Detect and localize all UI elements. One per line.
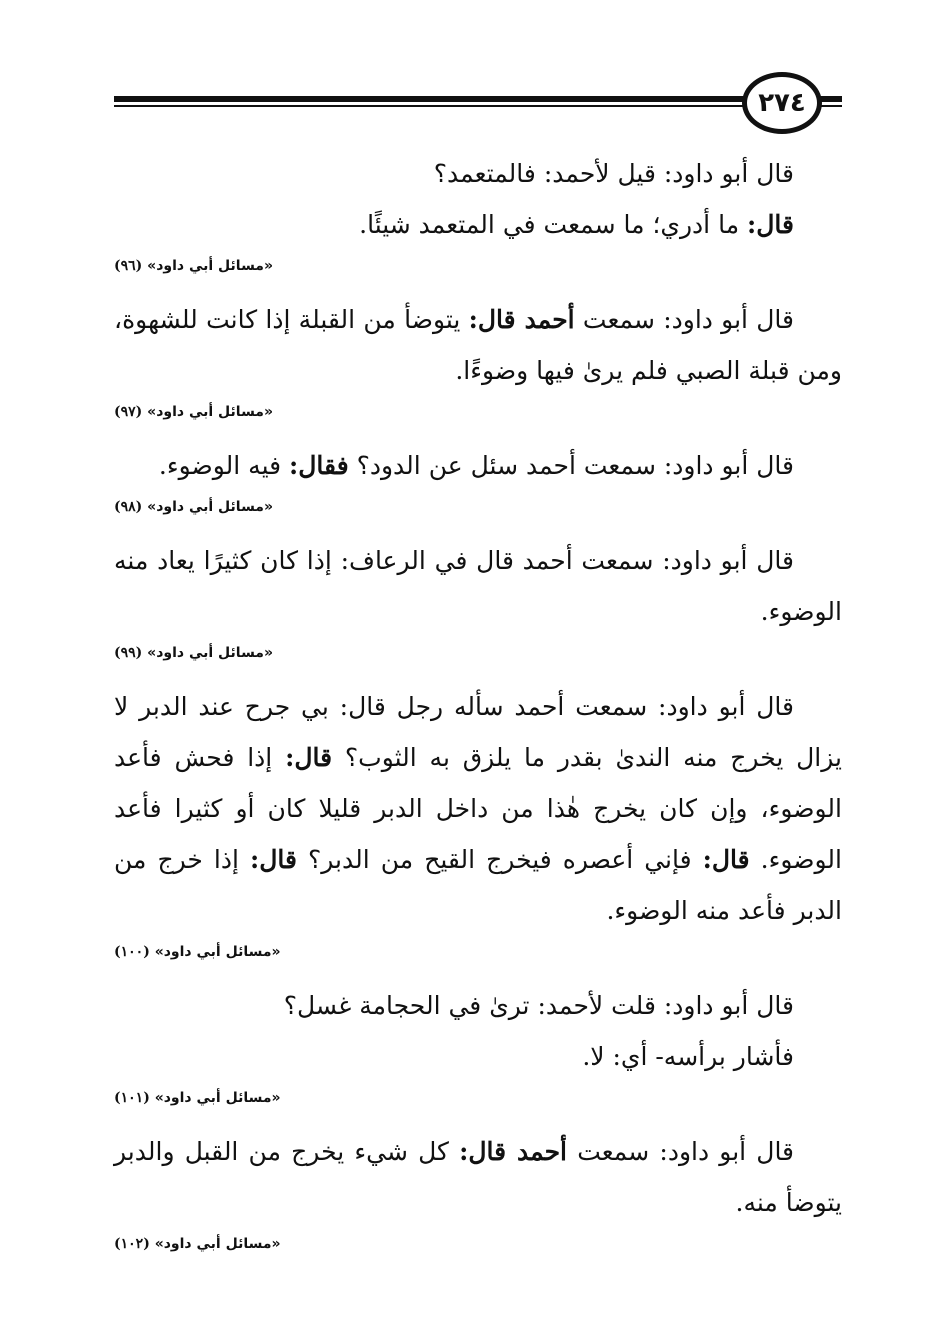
text-segment: قال أبو داود: قيل لأحمد: فالمتعمد؟ bbox=[433, 159, 794, 188]
reference-98 bbox=[114, 499, 842, 515]
text-segment: يتوضأ من القبلة إذا كانت للشهوة، ومن قبلة الصبي فلم يرىٰ فيها وضوءًا. bbox=[114, 305, 842, 385]
reference-number: (١٠٢) bbox=[114, 1236, 150, 1252]
text-segment: قال أبو داود: سمعت أحمد قال في الرعاف: إذا كان كثيرًا يعاد منه الوضوء. bbox=[114, 546, 842, 626]
text-segment: قال أبو داود: سمعت أحمد سئل عن الدود؟ bbox=[348, 451, 794, 480]
speaker-label: قال: bbox=[747, 210, 794, 239]
speaker-label: أحمد قال: bbox=[468, 305, 575, 334]
entry-100-text bbox=[114, 681, 842, 936]
text-segment: قال أبو داود: قلت لأحمد: ترىٰ في الحجامة غسل؟ bbox=[283, 991, 794, 1020]
text-segment: قال أبو داود: سمعت bbox=[567, 1137, 795, 1166]
speaker-label: قال: bbox=[249, 845, 297, 874]
entry-99-text bbox=[114, 535, 842, 637]
text-segment: فإني أعصره فيخرج القيح من الدبر؟ bbox=[296, 845, 703, 874]
reference-100 bbox=[114, 944, 842, 960]
text-segment: فيه الوضوء. bbox=[158, 451, 290, 480]
speaker-label: فقال: bbox=[289, 451, 349, 480]
reference-label: «مسائل أبي داود» bbox=[147, 645, 274, 661]
text-segment: ما أدري؛ ما سمعت في المتعمد شيئًا. bbox=[359, 210, 748, 239]
header-rule-thick bbox=[114, 96, 754, 102]
text-segment: إذا خرج من الدبر فأعد منه الوضوء. bbox=[114, 845, 842, 925]
page-header bbox=[114, 72, 842, 132]
speaker-label: قال: bbox=[285, 743, 333, 772]
entry-102-text bbox=[114, 1126, 842, 1228]
reference-label: «مسائل أبي داود» bbox=[147, 404, 274, 420]
reference-101 bbox=[114, 1090, 842, 1106]
entry-96-line-2 bbox=[114, 199, 842, 250]
reference-label: «مسائل أبي داود» bbox=[147, 258, 274, 274]
text-segment: قال أبو داود: سمعت bbox=[574, 305, 795, 334]
reference-96 bbox=[114, 258, 842, 274]
reference-number: (٩٩) bbox=[114, 645, 143, 661]
text-segment: فأشار برأسه- أي: لا. bbox=[582, 1042, 794, 1071]
entry-101-line-2 bbox=[114, 1031, 842, 1082]
entry-97-text bbox=[114, 294, 842, 396]
page-number: ٢٧٤ bbox=[742, 72, 822, 134]
page-content bbox=[114, 148, 842, 1272]
entry-96-line-1 bbox=[114, 148, 842, 199]
entry-101-line-1 bbox=[114, 980, 842, 1031]
reference-number: (٩٧) bbox=[114, 404, 143, 420]
text-segment: قال أبو داود: سمعت أحمد سأله رجل قال: بي جرح عند الدبر لا يزال يخرج منه الندىٰ بقدر ما يلزق به الثوب؟ bbox=[114, 692, 842, 772]
reference-number: (٩٨) bbox=[114, 499, 143, 515]
reference-label: «مسائل أبي داود» bbox=[147, 499, 274, 515]
reference-label: «مسائل أبي داود» bbox=[154, 1090, 281, 1106]
reference-label: «مسائل أبي داود» bbox=[154, 1236, 281, 1252]
reference-number: (١٠١) bbox=[114, 1090, 150, 1106]
entry-98-text bbox=[114, 440, 842, 491]
reference-102 bbox=[114, 1236, 842, 1252]
reference-number: (١٠٠) bbox=[114, 944, 150, 960]
reference-99 bbox=[114, 645, 842, 661]
reference-97 bbox=[114, 404, 842, 420]
speaker-label: أحمد قال: bbox=[459, 1137, 568, 1166]
text-segment: إذا فحش فأعد الوضوء، وإن كان يخرج هٰذا من داخل الدبر قليلا كان أو كثيرا فأعد الوضوء. bbox=[114, 743, 842, 874]
reference-label: «مسائل أبي داود» bbox=[154, 944, 281, 960]
text-segment: كل شيء يخرج من القبل والدبر يتوضأ منه. bbox=[114, 1137, 842, 1217]
reference-number: (٩٦) bbox=[114, 258, 143, 274]
speaker-label: قال: bbox=[702, 845, 750, 874]
header-rule-thin bbox=[114, 105, 754, 107]
